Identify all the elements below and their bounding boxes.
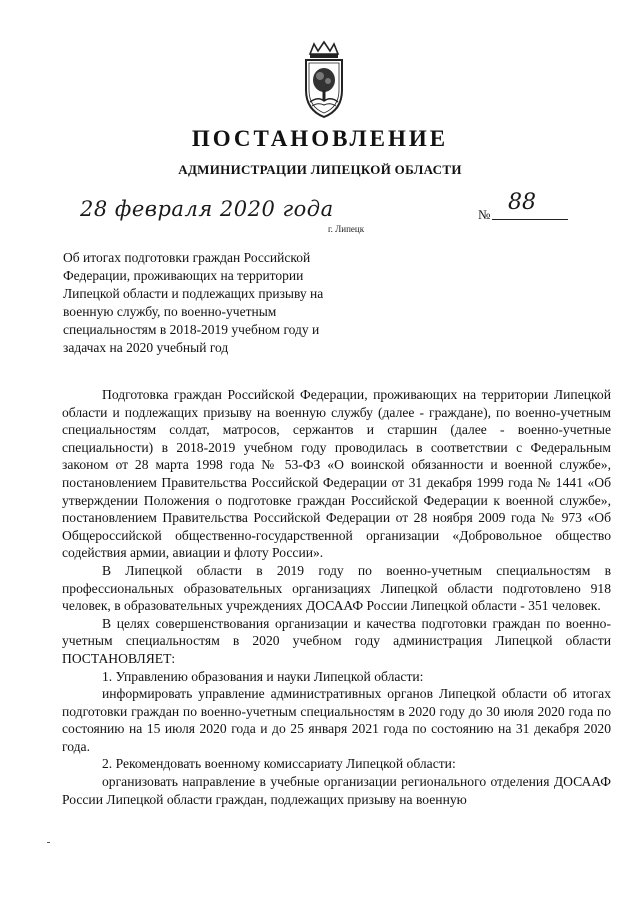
scan-mark [47,842,50,843]
heading-line: Об итогах подготовки граждан Российской [63,250,311,265]
document-subtitle: АДМИНИСТРАЦИИ ЛИПЕЦКОЙ ОБЛАСТИ [178,162,462,177]
number-underline [492,219,568,220]
paragraph: 2. Рекомендовать военному комиссариату Липецкой области: [102,756,456,772]
coat-of-arms-icon [296,40,352,120]
handwritten-number: 88 [508,190,536,215]
paragraph: В целях совершенствования организации и качества подготовки граждан по военно-учетным специальностям в 2020 учебном году администрация Липецкой области ПОСТАНОВЛЯЕТ: [62,615,611,666]
paragraph: Подготовка граждан Российской Федерации, проживающих на территории Липецкой области и подлежащих призыву на военную службу (далее - граждане), по военно-учетным специальностям солдат, матросов, сержантов и старшин (далее - военно-учетные специальности) в 2018-2019 учебном году проводилась в соответствии с Федеральным законом от 28 марта 1998 года № 53-ФЗ «О воинской обязанности и военной службе», постановлением Правительства Российской Федерации от 31 декабря 1999 года № 1441 «Об утверждении Положения о подготовке граждан Российской Федерации к военной службе», постановлением Правительства Российской Федерации от 28 ноября 2009 года № 973 «Об Общероссийской общественно-государственной организации «Добровольное общество содействия армии, авиации и флоту России». [62,387,611,561]
heading-line: задачах на 2020 учебный год [63,340,229,355]
paragraph: 1. Управлению образования и науки Липецкой области: [102,668,424,684]
city-label: г. Липецк [328,224,365,234]
document-body [62,386,611,808]
heading-line: Федерации, проживающих на территории [63,268,304,283]
decree-heading [63,249,363,357]
heading-line: Липецкой области и подлежащих призыву на [63,286,324,301]
heading-line: военную службу, по военно-учетным [63,304,277,319]
heading-line: специальностям в 2018-2019 учебном году и [63,322,320,337]
paragraph: В Липецкой области в 2019 году по военно-учетным специальностям в профессиональных образовательных организациях Липецкой области подготовлено 918 человек, в образовательных учреждениях ДОСААФ России Липецкой области - 351 человек. [62,562,611,614]
handwritten-date: 28 февраля 2020 года [80,197,334,221]
document-title: ПОСТАНОВЛЕНИЕ [191,126,449,151]
paragraph: организовать направление в учебные организации регионального отделения ДОСААФ России Липецкой области граждан, подлежащих призыву на военную [62,774,611,807]
paragraph: информировать управление административных органов Липецкой области об итогах подготовки граждан по военно-учетным специальностям в 2020 году до 30 июля 2020 года по состоянию на 15 июля 2020 года и до 25 января 2021 года по состоянию на 31 декабря 2020 года. [62,686,611,754]
number-label: № [478,207,491,222]
